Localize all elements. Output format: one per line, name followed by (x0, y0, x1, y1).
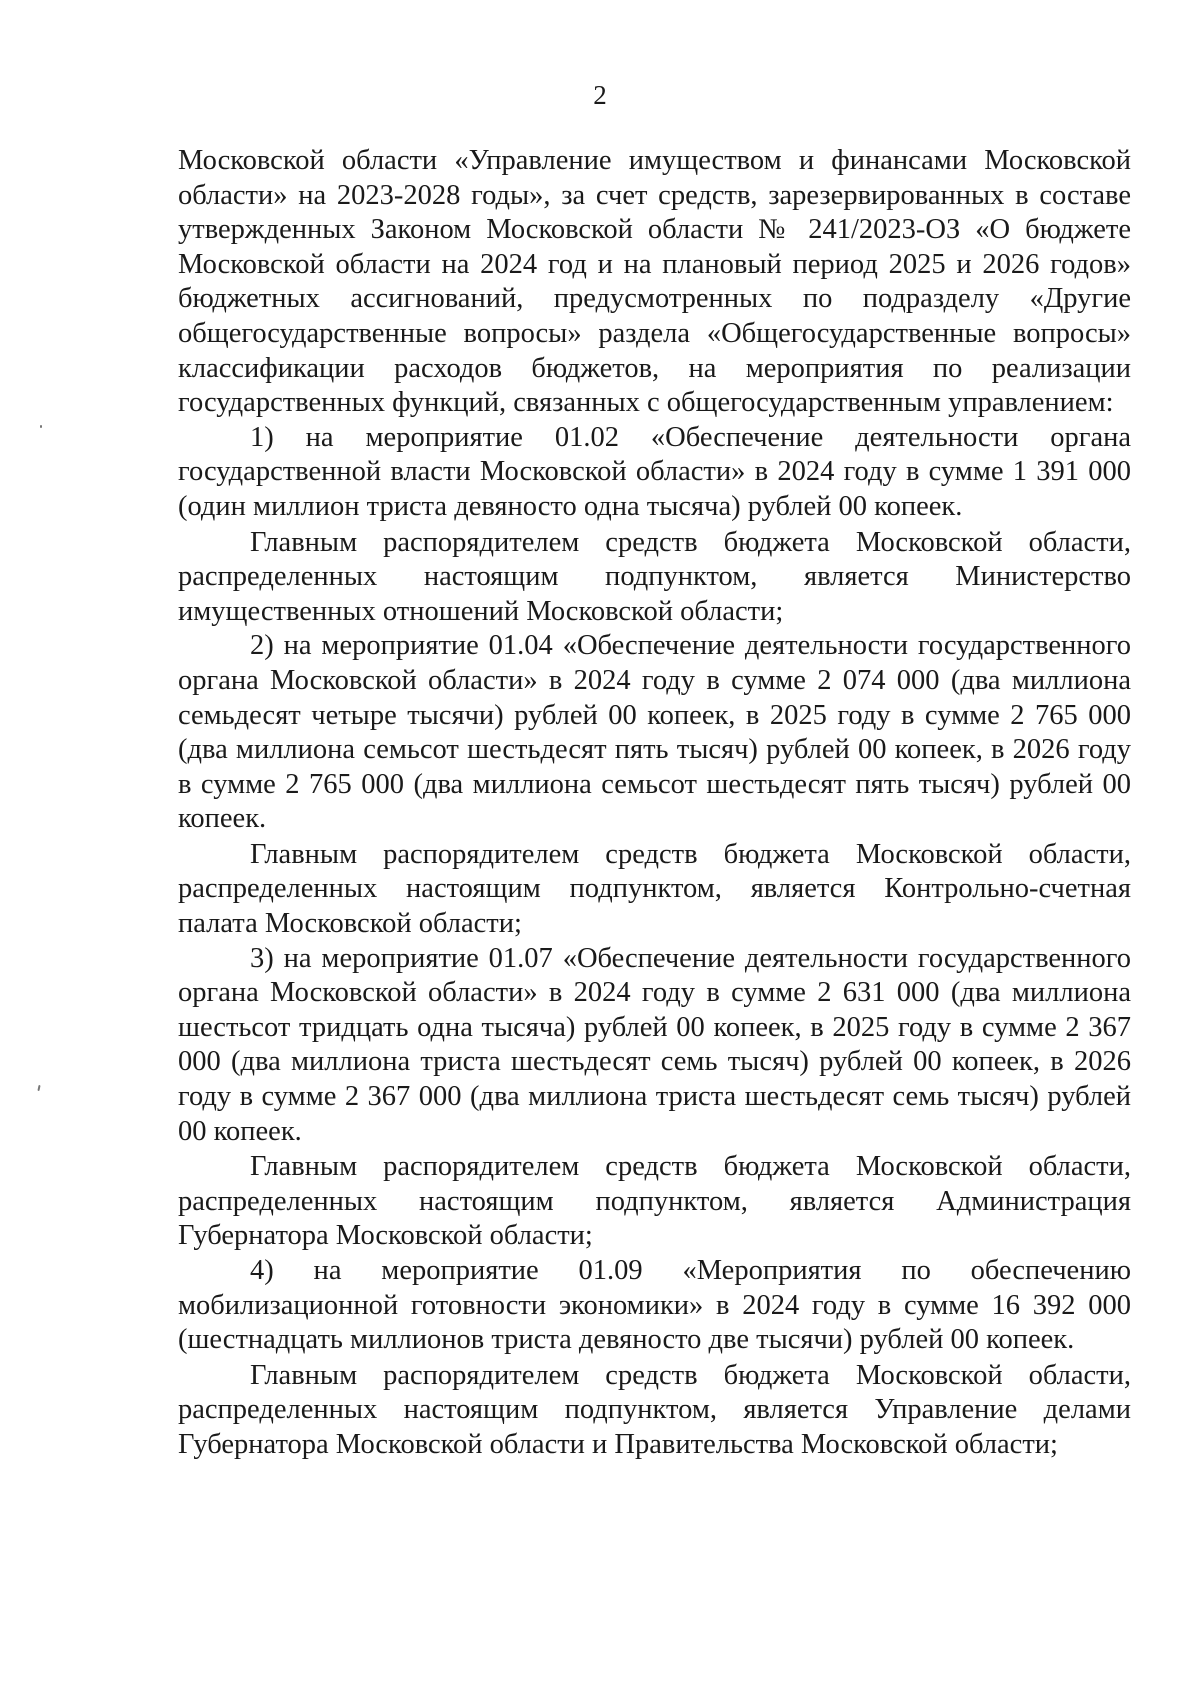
paragraph-item-2: 2) на мероприятие 01.04 «Обеспечение деятельности государственного органа Московской области» в 2024 году в сумме 2 074 000 (два миллиона семьдесят четыре тысячи) рублей 00 копеек, в 2025 году в сумме 2 765 000 (два миллиона семьсот шестьдесят пять тысяч) рублей 00 копеек, в 2026 году в сумме 2 765 000 (два миллиона семьсот шестьдесят пять тысяч) рублей 00 копеек. (178, 630, 1131, 835)
paragraph-administrator-2: Главным распорядителем средств бюджета Московской области, распределенных настоящим подпунктом, является Контрольно-счетная палата Московской области; (178, 838, 1131, 940)
paragraph-administrator-3: Главным распорядителем средств бюджета Московской области, распределенных настоящим подпунктом, является Администрация Губернатора Московской области; (178, 1151, 1131, 1252)
scan-artifact (37, 1085, 40, 1091)
paragraph-item-1: 1) на мероприятие 01.02 «Обеспечение деятельности органа государственной власти Московской области» в 2024 году в сумме 1 391 000 (один миллион триста девяносто одна тысяча) рублей 00 копеек. (178, 421, 1131, 522)
page-number: 2 (593, 80, 607, 110)
scan-artifact (40, 425, 42, 428)
paragraph-administrator-1: Главным распорядителем средств бюджета Московской области, распределенных настоящим подпунктом, является Министерство имущественных отношений Московской области; (178, 526, 1131, 627)
document-body (178, 144, 1131, 1463)
paragraph-item-3: 3) на мероприятие 01.07 «Обеспечение деятельности государственного органа Московской области» в 2024 году в сумме 2 631 000 (два миллиона шестьсот тридцать одна тысяча) рублей 00 копеек, в 2025 году в сумме 2 367 000 (два миллиона триста шестьдесят семь тысяч) рублей 00 копеек, в 2026 году в сумме 2 367 000 (два миллиона триста шестьдесят семь тысяч) рублей 00 копеек. (178, 942, 1131, 1147)
paragraph-item-4: 4) на мероприятие 01.09 «Мероприятия по обеспечению мобилизационной готовности экономики» в 2024 году в сумме 16 392 000 (шестнадцать миллионов триста девяносто две тысячи) рублей 00 копеек. (178, 1255, 1131, 1356)
paragraph-intro: Московской области «Управление имуществом и финансами Московской области» на 2023-2028 годы», за счет средств, зарезервированных в составе утвержденных Законом Московской области № 241/2023-ОЗ «О бюджете Московской области на 2024 год и на плановый период 2025 и 2026 годов» бюджетных ассигнований, предусмотренных по подразделу «Другие общегосударственные вопросы» раздела «Общегосударственные вопросы» классификации расходов бюджетов, на мероприятия по реализации государственных функций, связанных с общегосударственным управлением: (178, 145, 1131, 419)
paragraph-administrator-4: Главным распорядителем средств бюджета Московской области, распределенных настоящим подпунктом, является Управление делами Губернатора Московской области и Правительства Московской области; (178, 1359, 1131, 1460)
